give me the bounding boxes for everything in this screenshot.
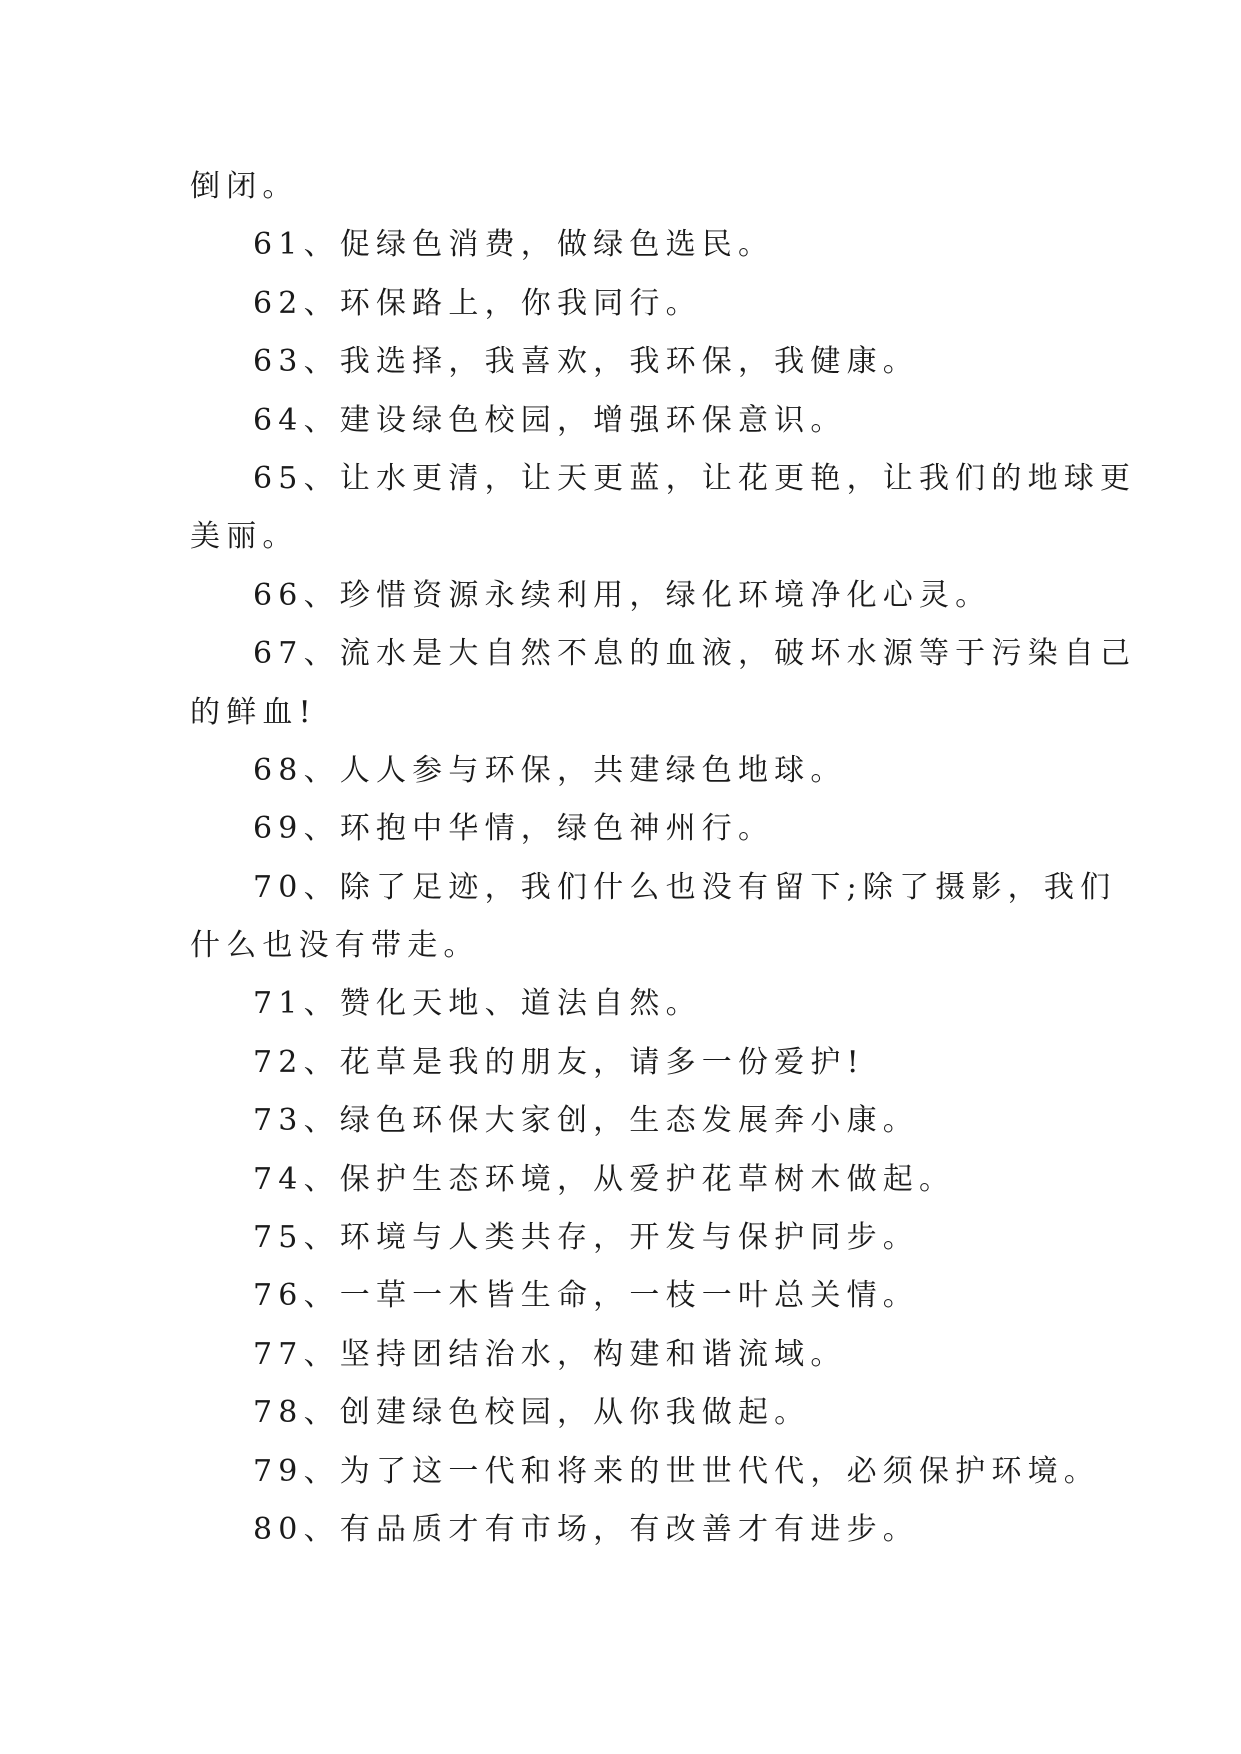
slogan-65: 65、让水更清，让天更蓝，让花更艳，让我们的地球更 bbox=[253, 460, 1137, 496]
slogan-74: 74、保护生态环境，从爱护花草树木做起。 bbox=[253, 1161, 956, 1197]
slogan-64: 64、建设绿色校园，增强环保意识。 bbox=[253, 402, 847, 438]
paragraph-continuation: 倒闭。 bbox=[190, 169, 299, 204]
slogan-77: 77、坚持团结治水，构建和谐流域。 bbox=[253, 1336, 847, 1372]
document-body bbox=[190, 158, 1137, 1559]
slogan-66: 66、珍惜资源永续利用，绿化环境净化心灵。 bbox=[253, 577, 992, 613]
slogan-70-continuation: 什么也没有带走。 bbox=[190, 928, 480, 964]
slogan-70: 70、除了足迹，我们什么也没有留下;除了摄影，我们 bbox=[253, 869, 1117, 905]
slogan-68: 68、人人参与环保，共建绿色地球。 bbox=[253, 752, 847, 788]
slogan-67-continuation: 的鲜血! bbox=[190, 694, 317, 730]
slogan-65-continuation: 美丽。 bbox=[190, 519, 299, 555]
slogan-73: 73、绿色环保大家创，生态发展奔小康。 bbox=[253, 1103, 919, 1139]
slogan-71: 71、赞化天地、道法自然。 bbox=[253, 986, 702, 1022]
slogan-80: 80、有品质才有市场，有改善才有进步。 bbox=[253, 1511, 919, 1547]
slogan-63: 63、我选择，我喜欢，我环保，我健康。 bbox=[253, 344, 919, 380]
slogan-79: 79、为了这一代和将来的世世代代，必须保护环境。 bbox=[253, 1453, 1100, 1489]
slogan-69: 69、环抱中华情，绿色神州行。 bbox=[253, 811, 775, 847]
slogan-62: 62、环保路上，你我同行。 bbox=[253, 285, 702, 321]
slogan-78: 78、创建绿色校园，从你我做起。 bbox=[253, 1395, 811, 1431]
slogan-75: 75、环境与人类共存，开发与保护同步。 bbox=[253, 1220, 919, 1256]
slogan-72: 72、花草是我的朋友，请多一份爱护! bbox=[253, 1044, 865, 1080]
slogan-67: 67、流水是大自然不息的血液，破坏水源等于污染自己 bbox=[253, 636, 1137, 672]
slogan-76: 76、一草一木皆生命，一枝一叶总关情。 bbox=[253, 1278, 919, 1314]
slogan-61: 61、促绿色消费，做绿色选民。 bbox=[253, 227, 775, 263]
